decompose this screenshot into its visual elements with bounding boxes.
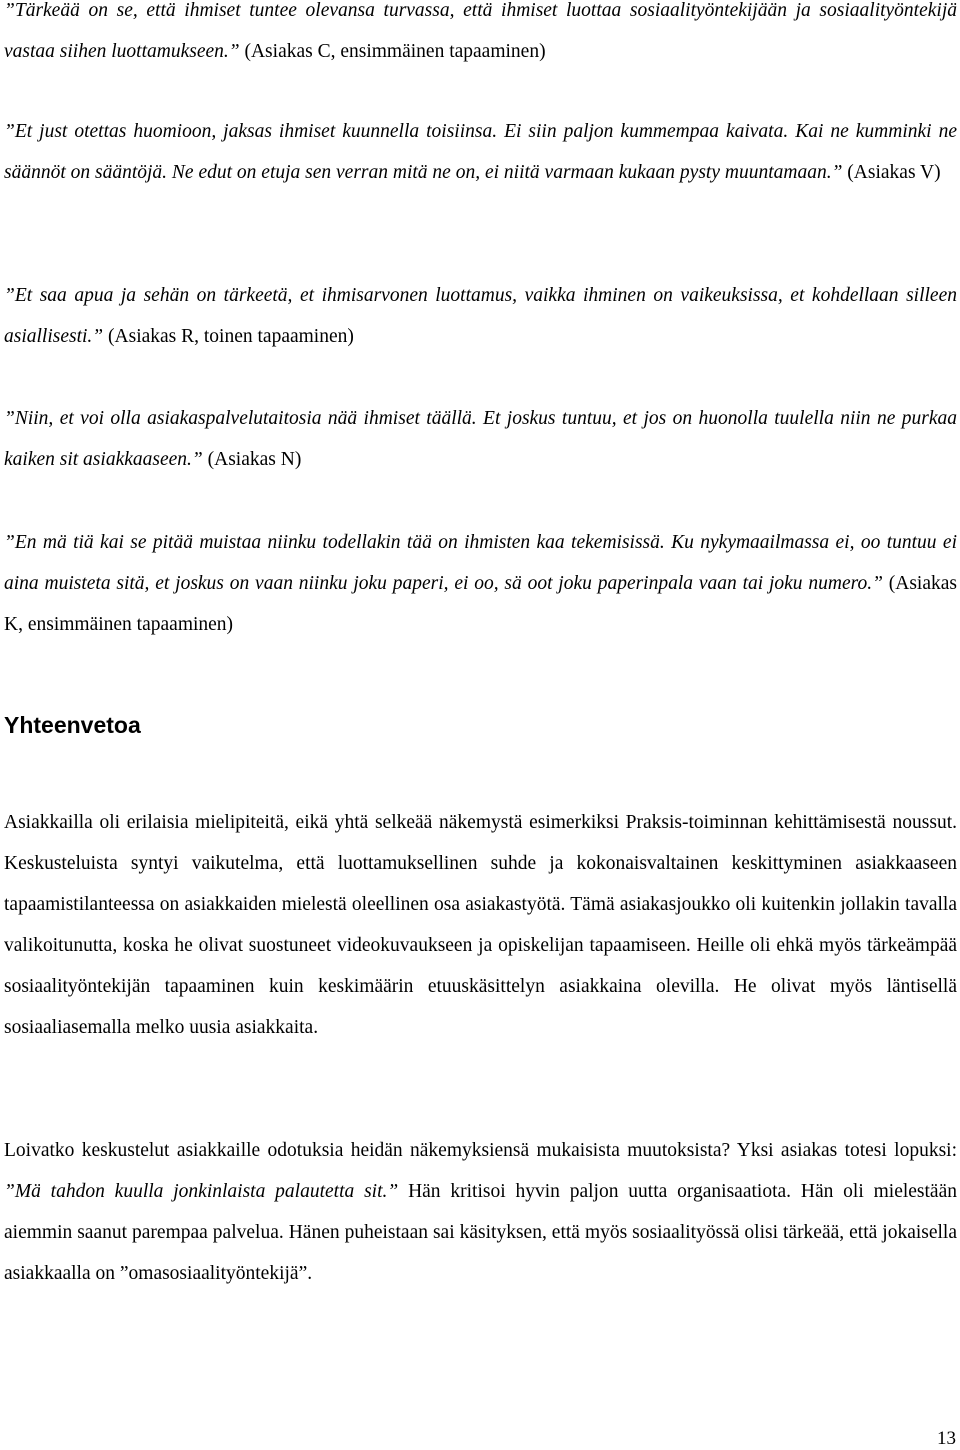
client-quote-n xyxy=(4,398,957,480)
inline-quote: ”Mä tahdon kuulla jonkinlaista palautetta sit.” xyxy=(4,1181,399,1202)
paragraph-text: Loivatko keskustelut asiakkaille odotuksia heidän näkemyksiensä mukaisista muutoksista? Yksi asiakas totesi lopuksi: xyxy=(4,1140,957,1161)
quote-text: ”Tärkeää on se, että ihmiset tuntee olevansa turvassa, että ihmiset luottaa sosiaalityöntekijään ja sosiaalityöntekijä vastaa siihen luottamukseen.” xyxy=(4,0,957,62)
quote-source: (Asiakas V) xyxy=(842,162,941,183)
quote-text: ”Et saa apua ja sehän on tärkeetä, et ihmisarvonen luottamus, vaikka ihminen on vaikeuksissa, et kohdellaan silleen asiallisesti.” xyxy=(4,285,957,347)
quote-source: (Asiakas K, ensimmäinen tapaaminen) xyxy=(4,573,957,635)
summary-paragraph: Asiakkailla oli erilaisia mielipiteitä, eikä yhtä selkeää näkemystä esimerkiksi Praksis-toiminnan kehittämisestä noussut. Keskusteluista syntyi vaikutelma, että luottamuksellinen suhde ja kokonaisvaltainen keskittyminen asiakkaaseen tapaamistilanteessa on asiakkaiden mielestä oleellinen osa asiakastyötä. Tämä asiakasjoukko oli kuitenkin jollakin tavalla valikoitunutta, koska he olivat suostuneet videokuvaukseen ja opiskelijan tapaamiseen. Heille oli ehkä myös tärkeämpää sosiaalityöntekijän tapaaminen kuin keskimäärin etuuskäsittelyn asiakkaina olevilla. He olivat myös läntisellä sosiaaliasemalla melko uusia asiakkaita. xyxy=(4,812,957,1038)
quote-text: ”En mä tiä kai se pitää muistaa niinku todellakin tää on ihmisten kaa tekemisissä. Ku nykymaailmassa ei, oo tuntuu ei aina muisteta sitä, et joskus on vaan niinku joku paperi, ei oo, sä oot joku paperinpala vaan tai joku numero.” xyxy=(4,532,957,594)
quote-source: (Asiakas N) xyxy=(202,449,302,470)
page-number: 13 xyxy=(937,1428,956,1449)
expectations-paragraph xyxy=(4,1130,957,1294)
quote-source: (Asiakas C, ensimmäinen tapaaminen) xyxy=(239,41,546,62)
client-quote-k xyxy=(4,522,957,645)
quote-text: ”Et just otettas huomioon, jaksas ihmiset kuunnella toisiinsa. Ei siin paljon kummempaa kaivata. Kai ne kumminki ne säännöt on sääntöjä. Ne edut on etuja sen verran mitä ne on, ei niitä varmaan kukaan pysty muuntamaan.” xyxy=(4,121,957,183)
client-quote-v xyxy=(4,111,957,193)
section-heading: Yhteenvetoa xyxy=(4,712,141,738)
client-quote-r xyxy=(4,275,957,357)
quote-source: (Asiakas R, toinen tapaaminen) xyxy=(103,326,354,347)
client-quote-c xyxy=(4,0,957,72)
quote-text: ”Niin, et voi olla asiakaspalvelutaitosia nää ihmiset täällä. Et joskus tuntuu, et jos on huonolla tuulella niin ne purkaa kaiken sit asiakkaaseen.” xyxy=(4,408,957,470)
paragraph-text: Hän kritisoi hyvin paljon uutta organisaatiota. Hän oli mielestään aiemmin saanut parempaa palvelua. Hänen puheistaan sai käsityksen, että myös sosiaalityössä olisi tärkeää, että jokaisella asiakkaalla on ”omasosiaalityöntekijä”. xyxy=(4,1181,957,1284)
